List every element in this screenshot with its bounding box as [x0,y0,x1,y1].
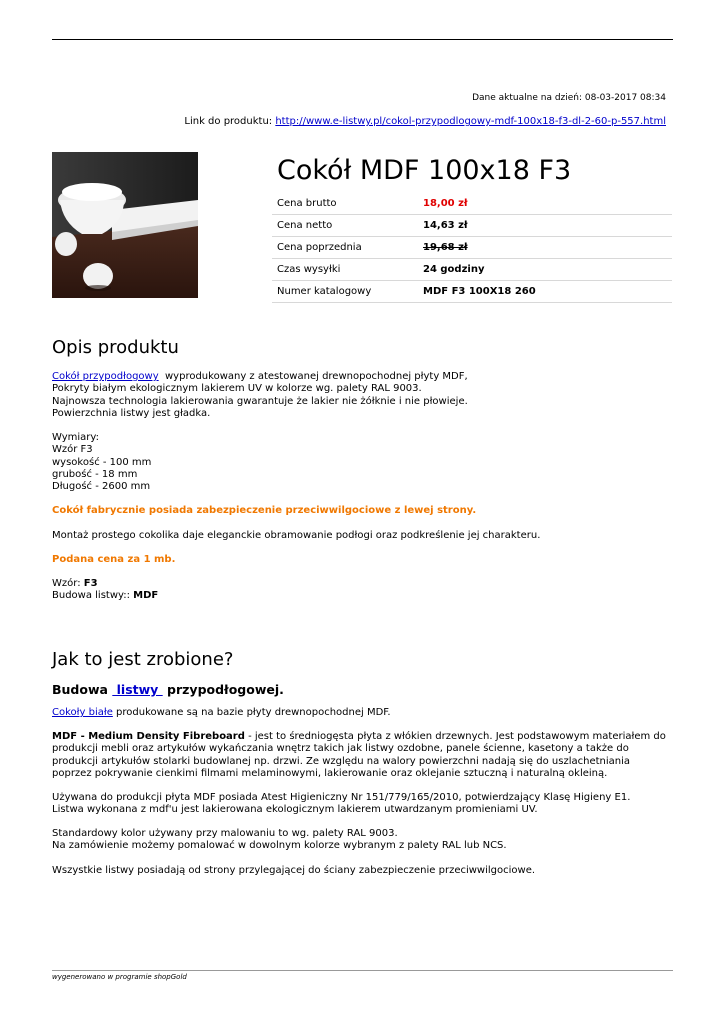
dimensions-list [52,432,672,493]
top-divider [52,39,673,40]
pattern-label: Wzór: [52,578,84,589]
paragraph-line: Listwa wykonana z mdf'u jest lakierowana ekologicznym lakierem utwardzanym promieniami UV. [52,804,538,816]
footer-text: wygenerowano w programie shopGold [52,973,187,981]
paragraph-line: Na zamówienie możemy pomalować w dowolnym kolorze wybranym z palety RAL lub NCS. [52,840,507,852]
build-label: Budowa listwy:: [52,590,134,602]
description-line [52,371,672,383]
price-unit-note: Podana cena za 1 mb. [52,554,176,565]
table-row [272,281,672,303]
paragraph-text: produkowane są na bazie płyty drewnopochodnej MDF. [112,707,391,718]
paragraph-line: Używana do produkcji płyta MDF posiada Atest Higieniczny Nr 151/779/165/2010, potwierdzający Klasę Higieny E1. [52,792,631,803]
row-label: Czas wysyłki [272,259,418,281]
strips-link[interactable]: listwy [112,682,163,697]
table-row [272,215,672,237]
hygiene-paragraph [52,792,672,817]
product-image [52,152,198,298]
product-title: Cokół MDF 100x18 F3 [277,155,572,186]
table-row [272,237,672,259]
mdf-term: MDF - Medium Density Fibreboard [52,731,245,742]
color-paragraph [52,828,672,853]
description-line: Najnowsza technologia lakierowania gwarantuje że lakier nie żółknie i nie płowieje. [52,395,468,407]
previous-price: 19,68 zł [418,237,672,259]
mounting-note: Montaż prostego cokolika daje eleganckie obramowanie podłogi oraz podkreślenie jej charakteru. [52,530,541,541]
subheading-text: Budowa [52,682,113,697]
spec-summary [52,578,672,603]
white-skirting-paragraph [52,707,672,719]
product-link-line [184,116,666,127]
table-row [272,259,672,281]
moisture-paragraph: Wszystkie listwy posiadają od strony przylegającej do ściany zabezpieczenie przeciwwilgociowe. [52,865,536,876]
build-value: MDF [133,590,159,602]
dimension-line: Wzór F3 [52,444,93,456]
howmade-heading: Jak to jest zrobione? [52,649,234,670]
dimension-line: wysokość - 100 mm [52,456,152,468]
pattern-line [52,578,672,590]
description-paragraph [52,371,672,420]
pattern-value: F3 [83,578,98,589]
product-link-label: Link do produktu: [184,116,273,127]
build-line [52,590,672,602]
mdf-definition: - jest to średniogęsta płyta z włókien drzewnych. Jest podstawowym materiałem do produkcji mebli oraz artykułów wykańczania wnętrz takich jak listwy ozdobne, panele ścienne, kasetony a także do produkcji artykułów stolarki budowlanej np. drzwi. Ze względu na walory powierzchni nadają się do uszlachetniania poprzez pokrywanie cienkimi filmami melaminowymi, lakierowanie oraz oklejanie sztuczną i naturalną okleiną. [52,731,666,779]
row-label: Cena poprzednia [272,237,418,259]
table-row [272,193,672,215]
dimension-line: Długość - 2600 mm [52,481,151,493]
price-table [272,193,672,303]
dimension-line: Wymiary: [52,432,99,443]
row-label: Cena netto [272,215,418,237]
mdf-paragraph [52,731,672,780]
data-date: Dane aktualne na dzień: 08-03-2017 08:34 [472,93,666,103]
white-skirting-link[interactable]: Cokoły białe [52,707,113,718]
product-link[interactable]: http://www.e-listwy.pl/cokol-przypodlogowy-mdf-100x18-f3-dl-2-60-p-557.html [275,116,666,127]
gross-price: 18,00 zł [418,193,672,215]
dimension-line: grubość - 18 mm [52,468,138,480]
footer-divider [52,970,673,971]
catalog-number: MDF F3 100X18 260 [418,281,672,303]
description-text: wyprodukowany z atestowanej drewnopochodnej płyty MDF, [158,371,468,382]
shipping-time: 24 godziny [418,259,672,281]
description-line: Pokryty białym ekologicznym lakierem UV w kolorze wg. palety RAL 9003. [52,383,422,395]
description-line: Powierzchnia listwy jest gładka. [52,407,211,419]
row-label: Numer katalogowy [272,281,418,303]
net-price: 14,63 zł [418,215,672,237]
skirting-link[interactable]: Cokół przypodłogowy [52,371,159,382]
subheading-text: przypodłogowej. [162,682,284,697]
row-label: Cena brutto [272,193,418,215]
paragraph-line: Standardowy kolor używany przy malowaniu to wg. palety RAL 9003. [52,828,398,839]
description-heading: Opis produktu [52,337,179,358]
construction-subheading [52,682,284,697]
moisture-protection-note: Cokół fabrycznie posiada zabezpieczenie przeciwwilgociowe z lewej strony. [52,505,477,516]
